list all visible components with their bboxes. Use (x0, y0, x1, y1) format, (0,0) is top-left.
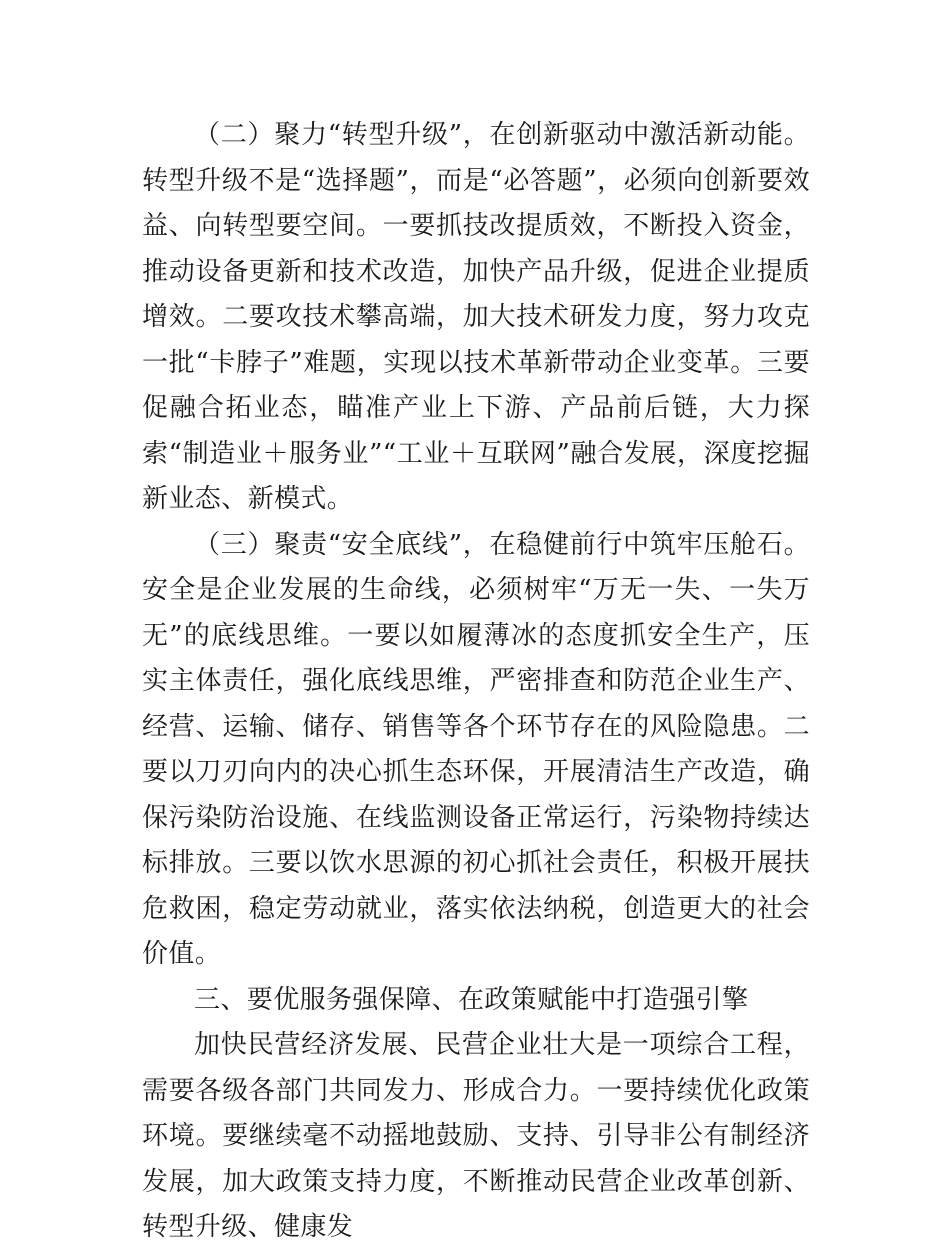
paragraph-safety: （三）聚责“安全底线”，在稳健前行中筑牢压舱石。安全是企业发展的生命线，必须树牢“万无一失、一失万无”的底线思维。一要以如履薄冰的态度抓安全生产，压实主体责任，强化底线思维，严密排查和防范企业生产、经营、运输、储存、销售等各个环节存在的风险隐患。二要以刀刃向内的决心抓生态环保，开展清洁生产改造，确保污染防治设施、在线监测设备正常运行，污染物持续达标排放。三要以饮水思源的初心抓社会责任，积极开展扶危救困，稳定劳动就业，落实依法纳税，创造更大的社会价值。 (142, 529, 810, 969)
document-body (142, 113, 810, 1251)
paragraph-transformation: （二）聚力“转型升级”，在创新驱动中激活新动能。转型升级不是“选择题”，而是“必答题”，必须向创新要效益、向转型要空间。一要抓技改提质效，不断投入资金，推动设备更新和技术改造，加快产品升级，促进企业提质增效。二要攻技术攀高端，加大技术研发力度，努力攻克一批“卡脖子”难题，实现以技术革新带动企业变革。三要促融合拓业态，瞄准产业上下游、产品前后链，大力探索“制造业＋服务业”“工业＋互联网”融合发展，深度挖掘新业态、新模式。 (142, 120, 810, 514)
section-heading-three: 三、要优服务强保障、在政策赋能中打造强引擎 (194, 984, 749, 1015)
paragraph-private-economy: 加快民营经济发展、民营企业壮大是一项综合工程，需要各级各部门共同发力、形成合力。一要持续优化政策环境。要继续毫不动摇地鼓励、支持、引导非公有制经济发展，加大政策支持力度，不断推动民营企业改革创新、转型升级、健康发 (142, 1030, 810, 1242)
